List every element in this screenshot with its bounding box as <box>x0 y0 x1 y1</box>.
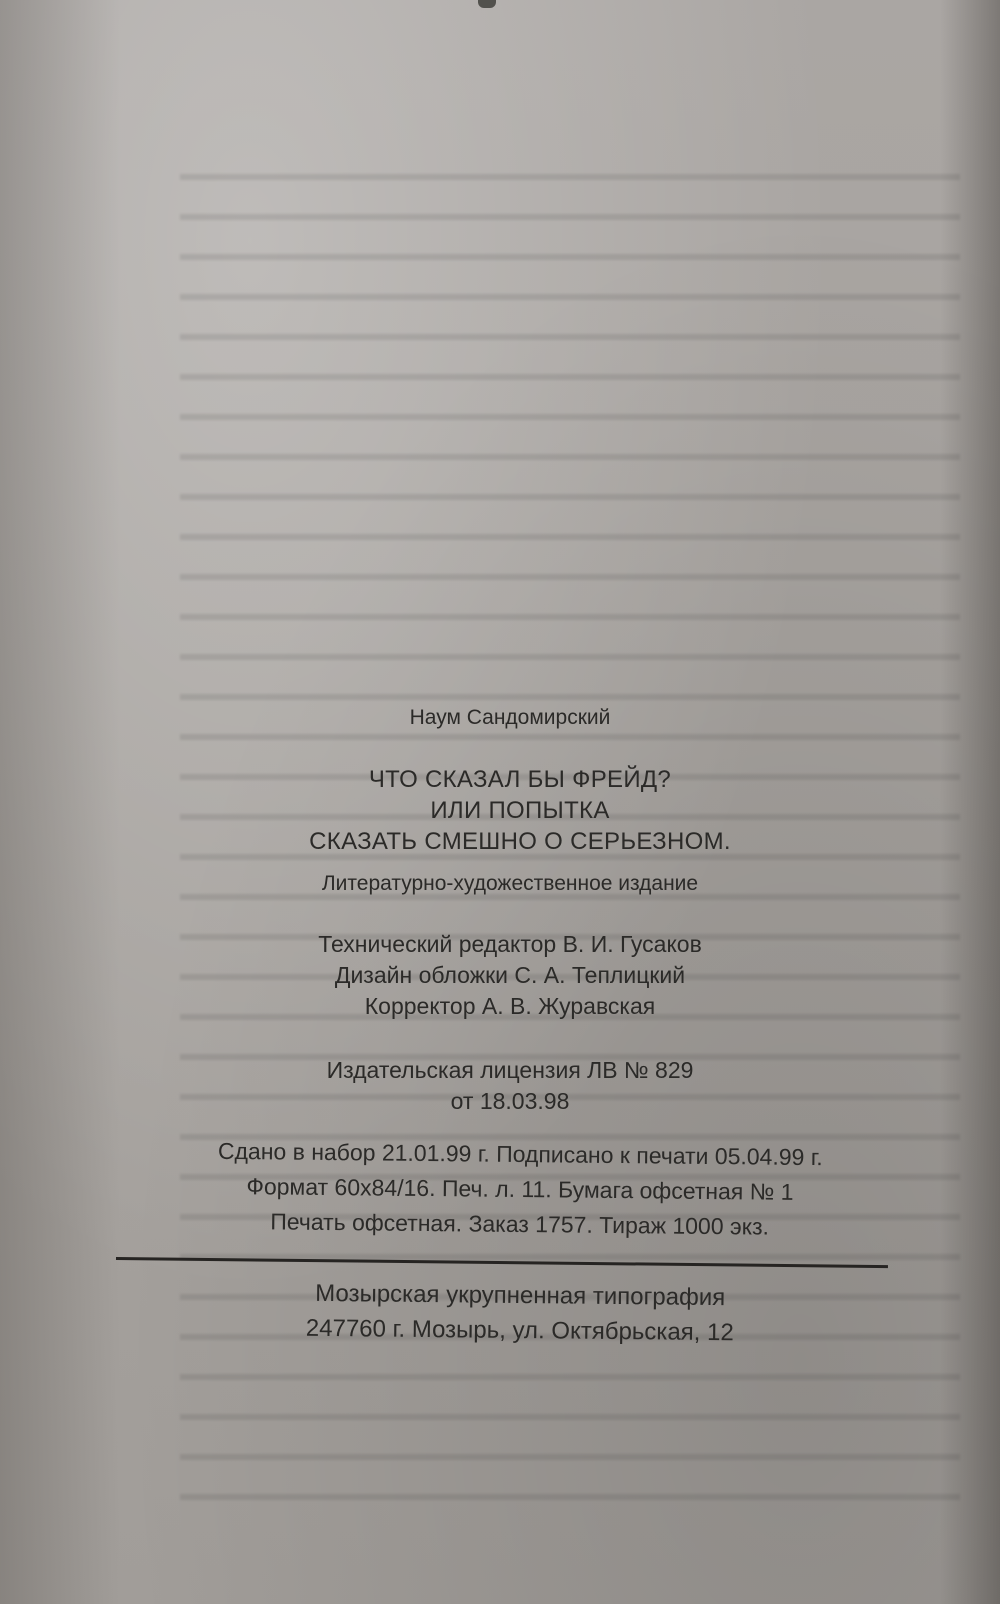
edition-type: Литературно-художественное издание <box>321 872 699 895</box>
print-order: Печать офсетная. Заказ 1757. Тираж 1000 экз. <box>270 1208 770 1240</box>
printer-block <box>240 1275 801 1351</box>
title-line: СКАЗАТЬ СМЕШНО О СЕРЬЕЗНОМ. <box>309 828 731 855</box>
credits-block <box>250 929 770 1022</box>
title-line: ИЛИ ПОПЫТКА <box>430 797 610 824</box>
license-date: от 18.03.98 <box>450 1088 570 1114</box>
proofreader: Корректор А. В. Журавская <box>364 993 656 1019</box>
cover-designer: Дизайн обложки С. А. Теплицкий <box>334 962 686 988</box>
page-shadow-left <box>0 0 120 1604</box>
title-line: ЧТО СКАЗАЛ БЫ ФРЕЙД? <box>368 766 672 793</box>
license-number: Издательская лицензия ЛВ № 829 <box>326 1057 694 1083</box>
printer-address: 247760 г. Мозырь, ул. Октябрьская, 12 <box>305 1314 734 1347</box>
book-title <box>220 764 820 857</box>
print-format: Формат 60x84/16. Печ. л. 11. Бумага офсетная № 1 <box>246 1173 794 1205</box>
printer-name: Мозырская укрупненная типография <box>315 1279 726 1312</box>
author-name: Наум Сандомирский <box>409 706 611 729</box>
license-block <box>250 1055 770 1117</box>
print-info-block <box>149 1133 890 1246</box>
technical-editor: Технический редактор В. И. Гусаков <box>318 931 702 957</box>
binding-mark <box>478 0 496 8</box>
print-dates: Сдано в набор 21.01.99 г. Подписано к печати 05.04.99 г. <box>217 1137 823 1171</box>
